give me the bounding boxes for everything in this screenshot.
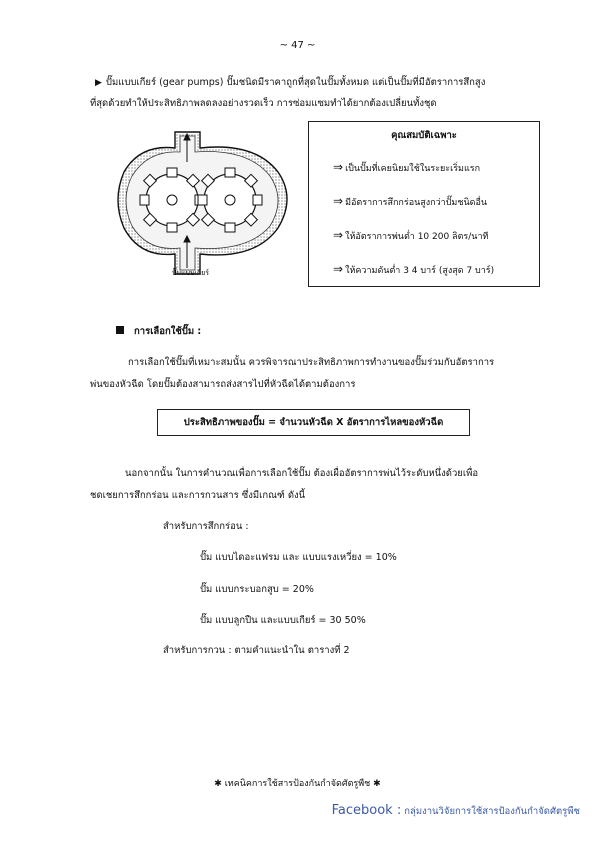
figure-caption: ปั๊มแบบเกียร์ [172,269,209,277]
facebook-group-name: กลุ่มงานวิจัยการใช้สารป้องกันกำจัดศัตรูพืช [404,806,580,817]
paragraph-1-line-2: พ่นของหัวฉีด โดยปั๊มต้องสามารถส่งสารไปที่หัวฉีดได้ตามต้องการ [90,379,356,390]
double-arrow-icon: ⇒ [333,262,344,276]
wear-item: ปั๊ม แบบกระบอกสูบ = 20% [200,584,314,595]
features-title: คุณสมบัติเฉพาะ [391,130,457,141]
footer-facebook [0,803,580,819]
features-box [308,121,540,287]
double-arrow-icon: ⇒ [333,228,344,242]
gear-left [140,168,204,232]
gear-right [198,168,262,232]
intro-heading: ปั๊มแบบเกียร์ (gear pumps) [105,77,224,88]
wear-item: ปั๊ม แบบไดอะแฟรม และ แบบแรงเหวี่ยง = 10% [200,552,397,563]
formula-box: ประสิทธิภาพของปั๊ม = จำนวนหัวฉีด X อัตราการไหลของหัวฉีด [157,409,470,436]
double-arrow-icon: ⇒ [333,160,344,174]
triangle-bullet-icon: ▶ [95,78,102,88]
section-heading: การเลือกใช้ปั๊ม : [116,324,201,339]
wear-item: ปั๊ม แบบลูกปืน และแบบเกียร์ = 30 50% [200,615,366,626]
paragraph-2-line-2: ชดเชยการสึกกร่อน และการกวนสาร ซึ่งมีเกณฑ์ ดังนี้ [90,490,306,501]
intro-line-2: ที่สุดด้วยทำให้ประสิทธิภาพลดลงอย่างรวดเร็ว การซ่อมแซมทำได้ยากต้องเปลี่ยนทั้งชุด [90,98,437,109]
footer-tagline: ✱ เทคนิคการใช้สารป้องกันกำจัดศัตรูพืช ✱ [214,779,381,789]
intro-line-1-text: ปั๊มชนิดมีราคาถูกที่สุดในปั๊มทั้งหมด แต่เป็นปั๊มที่มีอัตราการสึกสูง [226,77,486,88]
intro-line-1 [95,75,535,90]
paragraph-2-line-1: นอกจากนั้น ในการคำนวณเพื่อการเลือกใช้ปั๊ม ต้องเผื่ออัตราการพ่นไว้ระดับหนึ่งด้วยเพื่อ [125,468,479,479]
double-arrow-icon: ⇒ [333,194,344,208]
gear-pump-drawing [110,128,300,276]
gear-pump-diagram [110,128,300,276]
paragraph-1-line-1: การเลือกใช้ปั๊มที่เหมาะสมนั้น ควรพิจารณาประสิทธิภาพการทำงานของปั๊มร่วมกับอัตราการ [128,357,495,368]
feature-item: ⇒ เป็นปั๊มที่เคยนิยมใช้ในระยะเริ่มแรก [333,160,481,174]
page-number: ~ 47 ~ [279,40,316,51]
square-bullet-icon [116,326,124,334]
feature-item: ⇒ มีอัตราการสึกกร่อนสูงกว่าปั๊มชนิดอื่น [333,194,488,208]
stir-label: สำหรับการกวน : ตามคำแนะนำใน ตารางที่ 2 [163,645,350,656]
feature-item: ⇒ ให้อัตราการพ่นต่ำ 10 200 ลิตร/นาที [333,228,489,242]
wear-label: สำหรับการสึกกร่อน : [163,521,249,532]
feature-item: ⇒ ให้ความดันต่ำ 3 4 บาร์ (สูงสุด 7 บาร์) [333,262,495,276]
facebook-label: Facebook : [331,803,402,818]
